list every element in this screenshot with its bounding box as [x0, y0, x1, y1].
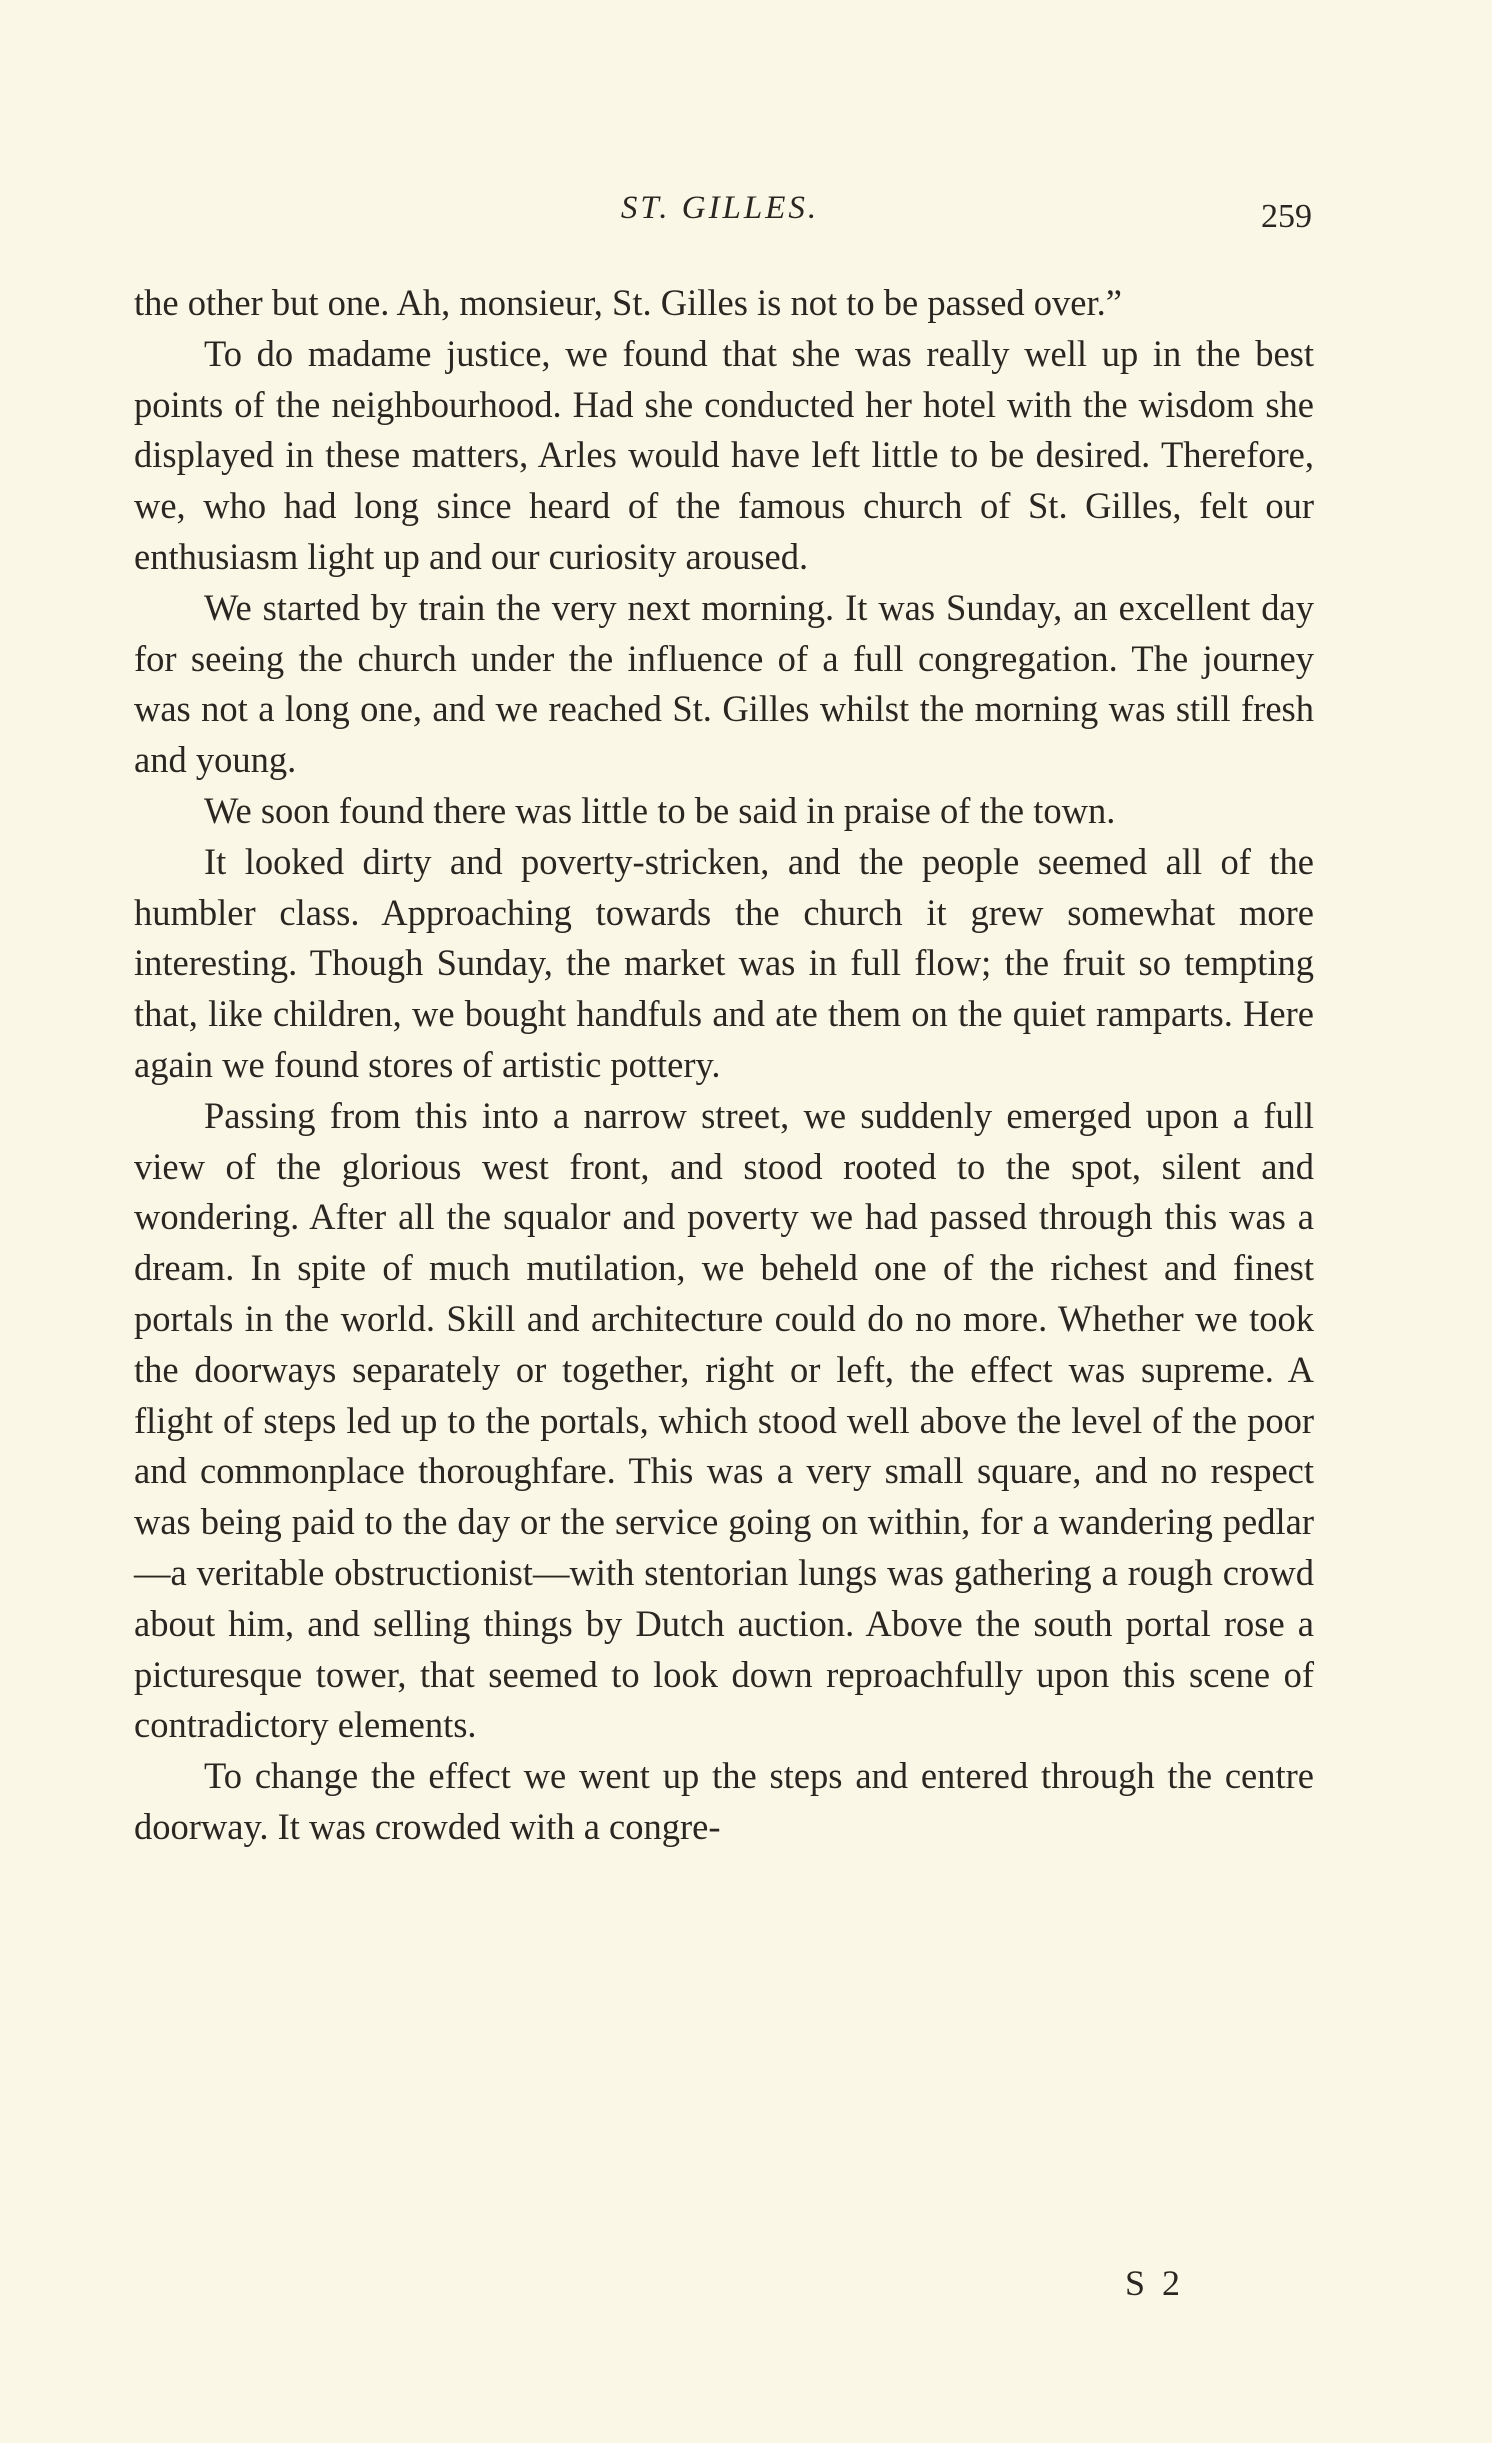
running-title: ST. GILLES.	[620, 190, 820, 226]
paragraph-1: the other but one. Ah, monsieur, St. Gilles is not to be passed over.”	[134, 282, 1122, 323]
running-head	[0, 190, 1492, 240]
page-number: 259	[1261, 198, 1312, 235]
paragraph-6: Passing from this into a narrow street, we suddenly emerged upon a full view of the glorious west front, and stood rooted to the spot, silent and wondering. After all the squalor and poverty we had passed through this was a dream. In spite of much mutilation, we beheld one of the richest and finest portals in the world. Skill and architecture could do no more. Whether we took the doorways separately or together, right or left, the effect was supreme. A flight of steps led up to the portals, which stood well above the level of the poor and commonplace thoroughfare. This was a very small square, and no respect was being paid to the day or the service going on within, for a wandering pedlar—a veritable obstructionist—with stentorian lungs was gathering a rough crowd about him, and selling things by Dutch auction. Above the south portal rose a picturesque tower, that seemed to look down reproachfully upon this scene of contradictory elements.	[134, 1094, 1314, 1746]
paragraph-4: We soon found there was little to be said in praise of the town.	[204, 789, 1116, 831]
paragraph-3: We started by train the very next morning. It was Sunday, an excellent day for seeing the church under the influence of a full congregation. The journey was not a long one, and we reached St. Gilles whilst the morning was still fresh and young.	[134, 586, 1314, 781]
paragraph-7: To change the effect we went up the steps and entered through the centre doorway. It was crowded with a congre-	[134, 1755, 1314, 1847]
paragraph-5: It looked dirty and poverty-stricken, and the people seemed all of the humbler class. Approaching towards the church it grew somewhat more interesting. Though Sunday, the market was in full flow; the fruit so tempting that, like children, we bought handfuls and ate them on the quiet ramparts. Here again we found stores of artistic pottery.	[134, 840, 1314, 1085]
paragraph-2: To do madame justice, we found that she was really well up in the best points of the neighbourhood. Had she conducted her hotel with the wisdom she displayed in these matters, Arles would have left little to be desired. Therefore, we, who had long since heard of the famous church of St. Gilles, felt our enthusiasm light up and our curiosity aroused.	[134, 332, 1314, 577]
body-text	[134, 278, 1314, 1853]
signature-mark: S 2	[1124, 2263, 1184, 2303]
